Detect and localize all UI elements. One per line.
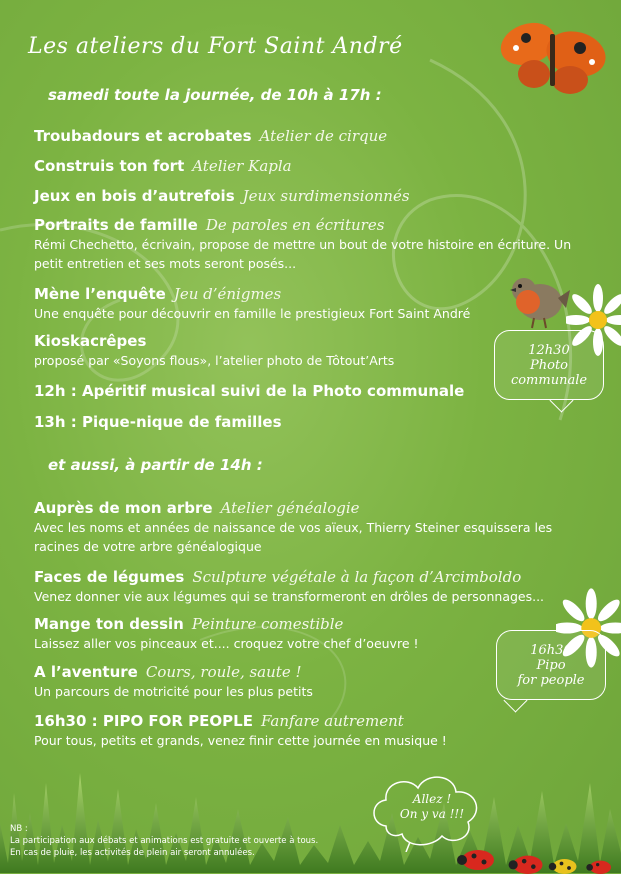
activity-name: Auprès de mon arbre [34,499,213,517]
photo-communale-bubble [494,330,604,400]
bubble-line: Photo [530,357,568,373]
activity-item [34,284,581,323]
activity-item [34,498,581,556]
activity-name: Faces de légumes [34,568,185,586]
activity-description: Une enquête pour découvrir en famille le prestigieux Fort Saint André [34,306,471,321]
activity-name: Portraits de famille [34,216,198,234]
activity-item [34,215,581,273]
activity-description: Un parcours de motricité pour les plus petits [34,684,313,699]
activity-tag: Fanfare autrement [260,712,404,730]
footnote-label: NB : [10,824,28,834]
activity-description: Avec les noms et années de naissance de vos aïeux, Thierry Steiner esquissera les racines de votre arbre généalogique [34,520,553,554]
activity-name: A l’aventure [34,663,138,681]
bubble-time: 16h30 [530,642,572,658]
activity-name: 12h : Apéritif musical suivi de la Photo communale [34,382,465,400]
footnote-line: La participation aux débats et animations est gratuite et ouverte à tous. [10,836,319,846]
activity-item [34,186,581,205]
activity-name: Kioskacrêpes [34,332,147,350]
section-heading-morning: samedi toute la journée, de 10h à 17h : [48,86,382,104]
section-heading-afternoon: et aussi, à partir de 14h : [48,456,263,474]
bubble-time: 12h30 [528,342,570,358]
activity-tag: Cours, roule, saute ! [145,663,302,681]
pipo-for-people-bubble [496,630,606,700]
activity-name: 13h : Pique-nique de familles [34,413,282,431]
ladybug-icon [506,852,546,874]
ladybug-icon [546,856,580,874]
activity-name: Mène l’enquête [34,285,166,303]
activity-tag: Atelier généalogie [220,499,360,517]
activity-name: 16h30 : PIPO FOR PEOPLE [34,712,253,730]
activity-tag: Jeux surdimensionnés [242,187,410,205]
activity-description: Laissez aller vos pinceaux et.... croquez votre chef d’oeuvre ! [34,636,419,651]
activity-tag: Jeu d’énigmes [173,285,282,303]
activity-item [34,412,581,431]
cloud-line: On y va !!! [399,807,465,821]
activity-item [34,126,581,145]
activity-tag: Atelier Kapla [192,157,292,175]
activity-name: Troubadours et acrobates [34,127,252,145]
activity-tag: De paroles en écritures [205,216,385,234]
cloud-line: Allez ! [412,792,452,806]
bubble-line: for people [517,672,585,688]
bubble-line: communale [510,372,588,388]
page-title: Les ateliers du Fort Saint André [28,34,403,59]
footnote-line: En cas de pluie, les activités de plein air seront annulées. [10,848,255,858]
bubble-line: Pipo [536,657,566,673]
ladybug-icon [582,858,616,874]
activity-name: Jeux en bois d’autrefois [34,187,235,205]
activity-description: proposé par «Soyons flous», l’atelier photo de Tôtout’Arts [34,353,395,368]
activity-name: Construis ton fort [34,157,185,175]
butterfly-icon [498,14,608,100]
activity-item [34,711,581,750]
activity-name: Mange ton dessin [34,615,184,633]
activity-item [34,156,581,175]
activity-description: Rémi Chechetto, écrivain, propose de mettre un bout de votre histoire en écriture. Un petit entretien et ses mots seront posés... [34,237,572,271]
activity-tag: Sculpture végétale à la façon d’Arcimboldo [192,568,522,586]
activity-tag: Atelier de cirque [259,127,388,145]
activity-item [34,567,581,606]
cloud-text [392,792,472,822]
activity-description: Pour tous, petits et grands, venez finir cette journée en musique ! [34,733,447,748]
activity-description: Venez donner vie aux légumes qui se transformeront en drôles de personnages... [34,589,545,604]
footnote [10,823,318,859]
activity-tag: Peinture comestible [191,615,344,633]
